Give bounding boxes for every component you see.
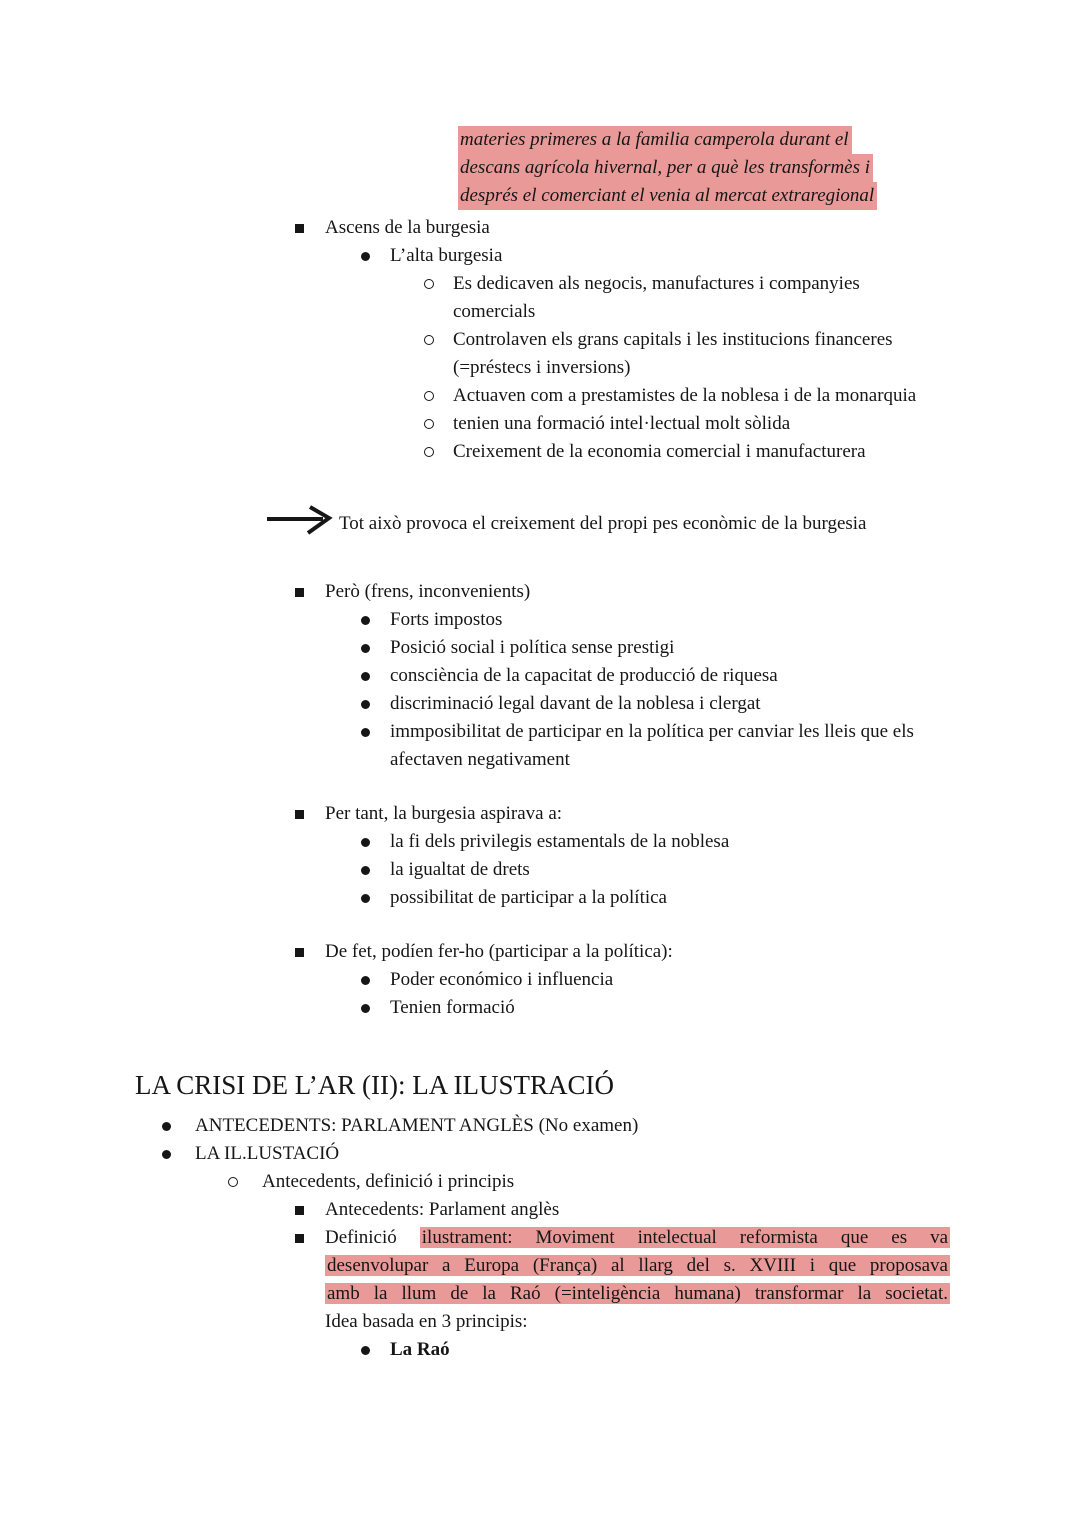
list-item-label: Però (frens, inconvenients) bbox=[325, 581, 531, 602]
arrow-note bbox=[135, 502, 950, 538]
definition-item bbox=[135, 1224, 950, 1336]
disc-bullet-icon bbox=[361, 606, 390, 625]
list-item bbox=[135, 634, 950, 662]
disc-bullet-icon bbox=[361, 828, 390, 847]
disc-bullet-icon bbox=[361, 718, 390, 737]
list-item-label: Per tant, la burgesia aspirava a: bbox=[325, 803, 563, 824]
disc-bullet-icon bbox=[361, 994, 390, 1013]
list-item bbox=[135, 438, 950, 466]
list-item bbox=[135, 690, 950, 718]
list-item-label: Actuaven com a prestamistes de la noblesa i de la monarquia bbox=[453, 385, 917, 406]
list-item-label: Controlaven els grans capitals i les institucions financeres (=préstecs i inversions) bbox=[453, 329, 893, 378]
circle-bullet-icon bbox=[424, 270, 453, 289]
square-bullet-icon bbox=[295, 214, 325, 233]
list-item bbox=[135, 718, 950, 774]
circle-bullet-icon bbox=[228, 1168, 262, 1187]
square-bullet-icon bbox=[295, 1224, 325, 1243]
definition-label: Definició bbox=[325, 1227, 397, 1248]
list-item-label: De fet, podíen fer-ho (participar a la política): bbox=[325, 941, 673, 962]
definition-footer: Idea basada en 3 principis: bbox=[325, 1311, 528, 1332]
list-item bbox=[135, 270, 950, 326]
list-item-label: Poder económico i influencia bbox=[390, 969, 614, 990]
list-item-label: Creixement de la economia comercial i manufacturera bbox=[453, 441, 866, 462]
definition-paragraph bbox=[325, 1224, 950, 1336]
list-item bbox=[135, 828, 950, 856]
highlighted-text-line: materies primeres a la familia camperola durant el bbox=[458, 126, 852, 154]
list-item bbox=[135, 1168, 950, 1196]
list-item bbox=[135, 1196, 950, 1224]
highlighted-text-line: amb la llum de la Raó (=inteligència humana) transformar la societat. bbox=[327, 1283, 948, 1304]
list-item-label: la fi dels privilegis estamentals de la noblesa bbox=[390, 831, 730, 852]
list-item-label: tenien una formació intel·lectual molt sòlida bbox=[453, 413, 791, 434]
list-item-label: Ascens de la burgesia bbox=[325, 217, 490, 238]
disc-bullet-icon bbox=[361, 662, 390, 681]
list-item bbox=[135, 994, 950, 1022]
disc-bullet-icon bbox=[361, 856, 390, 875]
list-item bbox=[135, 578, 950, 606]
disc-bullet-icon bbox=[162, 1112, 195, 1131]
highlighted-text-line: descans agrícola hivernal, per a què les transformès i bbox=[458, 154, 873, 182]
highlighted-text-line: després el comerciant el venia al mercat extraregional bbox=[458, 182, 877, 210]
list-item bbox=[135, 662, 950, 690]
list-item bbox=[135, 938, 950, 966]
disc-bullet-icon bbox=[361, 242, 390, 261]
list-item-label: Forts impostos bbox=[390, 609, 503, 630]
list-item bbox=[135, 884, 950, 912]
square-bullet-icon bbox=[295, 578, 325, 597]
disc-bullet-icon bbox=[162, 1140, 195, 1159]
disc-bullet-icon bbox=[361, 884, 390, 903]
list-item bbox=[135, 1112, 950, 1140]
list-item bbox=[135, 966, 950, 994]
list-item bbox=[135, 382, 950, 410]
list-item bbox=[135, 606, 950, 634]
list-item-label: possibilitat de participar a la política bbox=[390, 887, 667, 908]
list-item bbox=[135, 242, 950, 270]
highlighted-text-line: desenvolupar a Europa (França) al llarg del s. XVIII i que proposava bbox=[327, 1255, 948, 1276]
list-item-label: La Raó bbox=[390, 1339, 450, 1360]
arrow-note-text: Tot això provoca el creixement del propi pes econòmic de la burgesia bbox=[339, 513, 867, 534]
list-item bbox=[135, 856, 950, 884]
list-item-label: ANTECEDENTS: PARLAMENT ANGLÈS (No examen) bbox=[195, 1115, 639, 1136]
list-item-label: Es dedicaven als negocis, manufactures i companyies comercials bbox=[453, 273, 860, 322]
list-item bbox=[135, 1140, 950, 1168]
circle-bullet-icon bbox=[424, 410, 453, 429]
list-item-label: consciència de la capacitat de producció de riquesa bbox=[390, 665, 778, 686]
list-item bbox=[135, 214, 950, 242]
square-bullet-icon bbox=[295, 800, 325, 819]
list-item-label: Antecedents, definició i principis bbox=[262, 1171, 515, 1192]
list-item bbox=[135, 326, 950, 382]
list-item bbox=[135, 410, 950, 438]
list-item-label: Posició social i política sense prestigi bbox=[390, 637, 675, 658]
disc-bullet-icon bbox=[361, 1336, 390, 1355]
disc-bullet-icon bbox=[361, 966, 390, 985]
list-item-label: L’alta burgesia bbox=[390, 245, 503, 266]
square-bullet-icon bbox=[295, 1196, 325, 1215]
highlighted-text-line: ilustrament: Moviment intelectual reformista que es va bbox=[421, 1227, 949, 1248]
list-item-label: Tenien formació bbox=[390, 997, 515, 1018]
list-item-label: LA IL.LUSTACIÓ bbox=[195, 1143, 340, 1164]
right-arrow-icon bbox=[265, 504, 337, 536]
circle-bullet-icon bbox=[424, 382, 453, 401]
list-item-label: discriminació legal davant de la noblesa i clergat bbox=[390, 693, 761, 714]
intro-highlight-block bbox=[458, 126, 950, 210]
circle-bullet-icon bbox=[424, 326, 453, 345]
square-bullet-icon bbox=[295, 938, 325, 957]
list-item-label: la igualtat de drets bbox=[390, 859, 530, 880]
list-item bbox=[135, 800, 950, 828]
list-item-label: immposibilitat de participar en la política per canviar les lleis que els afectaven negativament bbox=[390, 721, 914, 770]
disc-bullet-icon bbox=[361, 690, 390, 709]
section-heading: LA CRISI DE L’AR (II): LA ILUSTRACIÓ bbox=[135, 1070, 614, 1100]
list-item bbox=[135, 1336, 950, 1364]
list-item-label: Antecedents: Parlament anglès bbox=[325, 1199, 560, 1220]
disc-bullet-icon bbox=[361, 634, 390, 653]
circle-bullet-icon bbox=[424, 438, 453, 457]
